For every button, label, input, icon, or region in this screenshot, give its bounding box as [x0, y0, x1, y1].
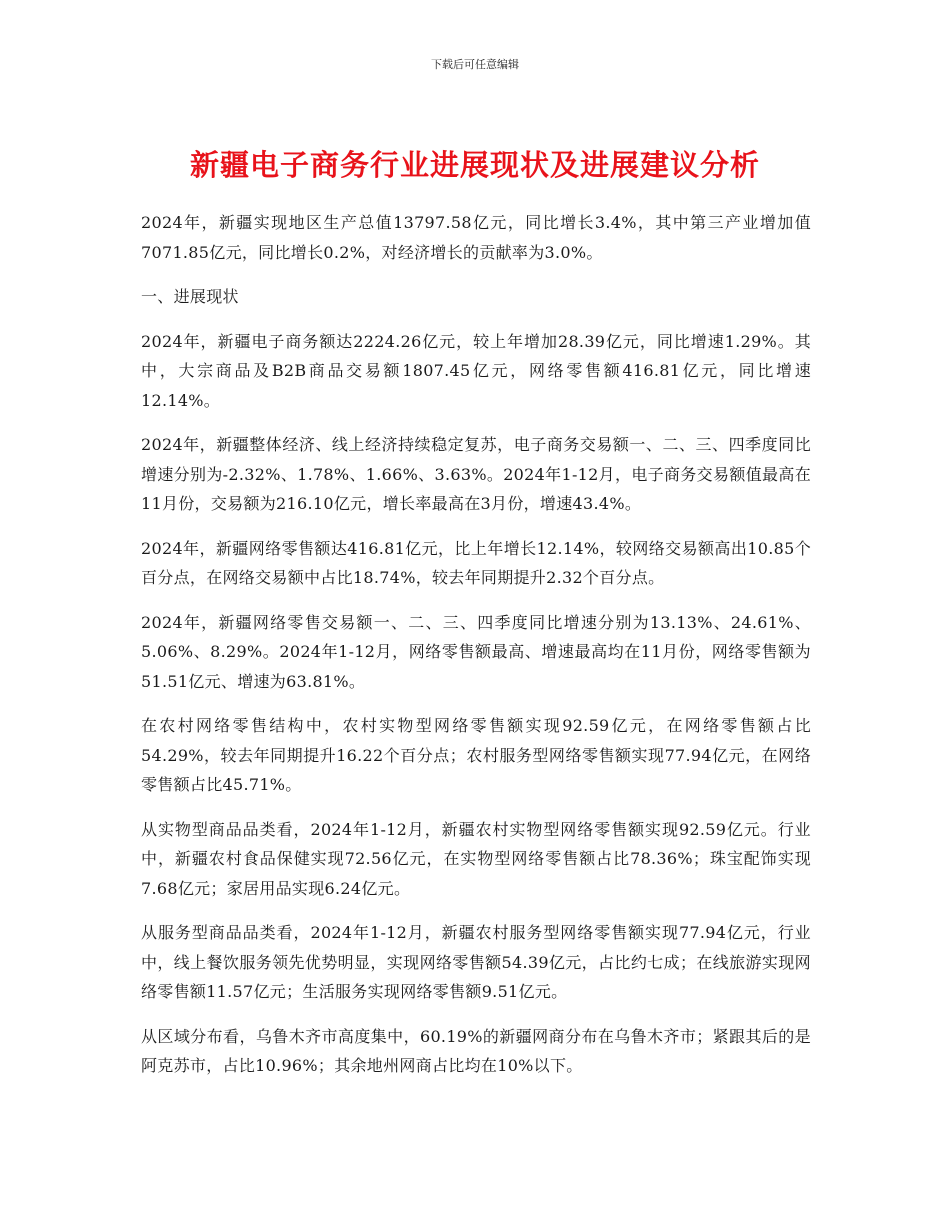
paragraph-service-goods: 从服务型商品品类看，2024年1-12月，新疆农村服务型网络零售额实现77.94亿元，行业中，线上餐饮服务领先优势明显，实现网络零售额54.39亿元，占比约七成；在线旅游实现网络零售额11.57亿元；生活服务实现网络零售额9.51亿元。 — [141, 923, 811, 1001]
paragraph-quarterly-growth: 2024年，新疆整体经济、线上经济持续稳定复苏，电子商务交易额一、二、三、四季度同比增速分别为-2.32%、1.78%、1.66%、3.63%。2024年1-12月，电子商务交易额值最高在11月份，交易额为216.10亿元，增长率最高在3月份，增速43.4%。 — [141, 435, 811, 513]
document-title: 新疆电子商务行业进展现状及进展建议分析 — [189, 148, 760, 182]
document-body — [141, 208, 811, 1096]
header-note: 下载后可任意编辑 — [431, 58, 519, 71]
paragraph-retail-quarterly: 2024年，新疆网络零售交易额一、二、三、四季度同比增速分别为13.13%、24.61%、5.06%、8.29%。2024年1-12月，网络零售额最高、增速最高均在11月份，网络零售额为51.51亿元、增速为63.81%。 — [141, 612, 811, 691]
paragraph-online-retail: 2024年，新疆网络零售额达416.81亿元，比上年增长12.14%，较网络交易额高出10.85个百分点，在网络交易额中占比18.74%，较去年同期提升2.32个百分点。 — [141, 538, 811, 587]
paragraph-rural-structure: 在农村网络零售结构中，农村实物型网络零售额实现92.59亿元，在网络零售额占比54.29%，较去年同期提升16.22个百分点；农村服务型网络零售额实现77.94亿元，在网络零售额占比45.71%。 — [141, 716, 811, 794]
section-heading: 一、进展现状 — [141, 287, 239, 306]
paragraph-physical-goods: 从实物型商品品类看，2024年1-12月，新疆农村实物型网络零售额实现92.59亿元。行业中，新疆农村食品保健实现72.56亿元，在实物型网络零售额占比78.36%；珠宝配饰实现7.68亿元；家居用品实现6.24亿元。 — [141, 819, 811, 898]
paragraph-intro: 2024年，新疆实现地区生产总值13797.58亿元，同比增长3.4%，其中第三产业增加值7071.85亿元，同比增长0.2%，对经济增长的贡献率为3.0%。 — [141, 213, 811, 262]
paragraph-ecommerce-volume: 2024年，新疆电子商务额达2224.26亿元，较上年增加28.39亿元，同比增速1.29%。其中，大宗商品及B2B商品交易额1807.45亿元，网络零售额416.81亿元，同比增速12.14%。 — [141, 331, 811, 410]
paragraph-regional-distribution: 从区域分布看，乌鲁木齐市高度集中，60.19%的新疆网商分布在乌鲁木齐市；紧跟其后的是阿克苏市，占比10.96%；其余地州网商占比均在10%以下。 — [141, 1026, 811, 1075]
